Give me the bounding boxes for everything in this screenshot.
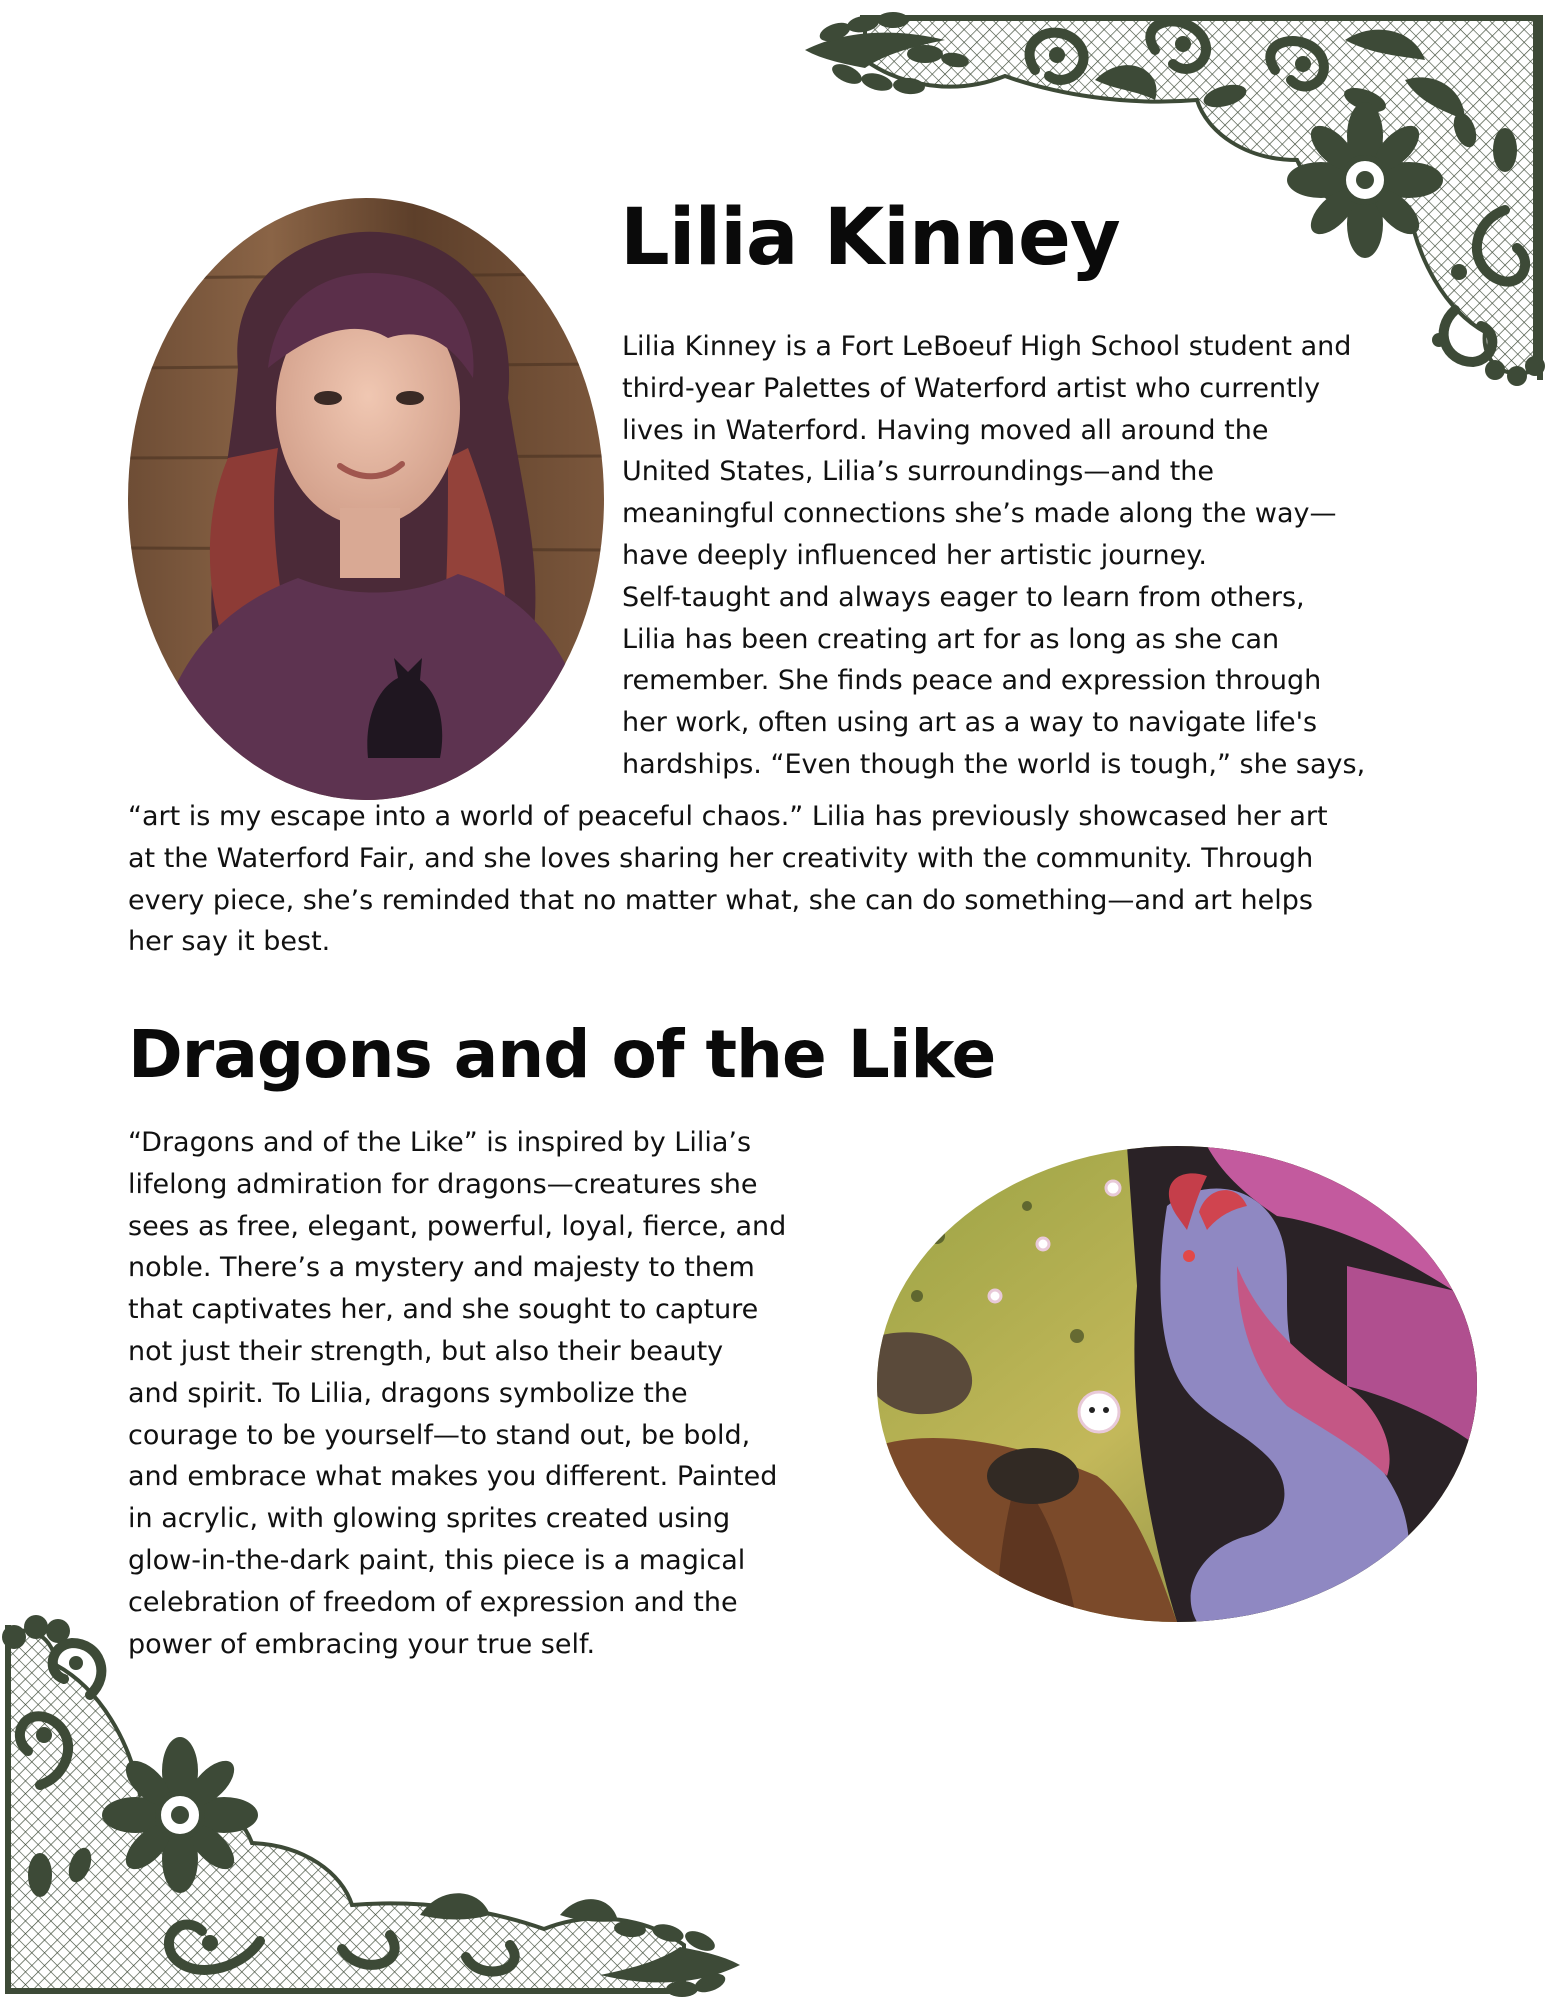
bio-line: her say it best. bbox=[128, 926, 331, 958]
artwork-description-line: in acrylic, with glowing sprites created using bbox=[128, 1503, 731, 1535]
artwork-description-line: glow-in-the-dark paint, this piece is a magical bbox=[128, 1544, 746, 1576]
artist-name-heading: Lilia Kinney bbox=[620, 193, 1120, 283]
bio-line: at the Waterford Fair, and she loves sharing her creativity with the community. Through bbox=[128, 842, 1314, 874]
artwork-description bbox=[128, 1122, 848, 1665]
bio-line: remember. She finds peace and expression through bbox=[622, 665, 1322, 697]
artist-bio-paragraph-bottom bbox=[128, 796, 1418, 963]
artwork-description-line: and embrace what makes you different. Painted bbox=[128, 1461, 778, 1493]
artwork-description-line: lifelong admiration for dragons—creatures she bbox=[128, 1168, 758, 1200]
bio-line: lives in Waterford. Having moved all around the bbox=[622, 414, 1269, 446]
bio-line: Self-taught and always eager to learn from others, bbox=[622, 581, 1305, 613]
bio-line: Lilia Kinney is a Fort LeBoeuf High School student and bbox=[622, 331, 1352, 362]
artwork-description-line: celebration of freedom of expression and the bbox=[128, 1586, 738, 1618]
bio-line: her work, often using art as a way to navigate life's bbox=[622, 707, 1318, 739]
bio-line: third-year Palettes of Waterford artist who currently bbox=[622, 372, 1321, 404]
artwork-description-line: and spirit. To Lilia, dragons symbolize the bbox=[128, 1377, 688, 1409]
artwork-title-heading: Dragons and of the Like bbox=[128, 1016, 996, 1093]
artwork-description-line: that captivates her, and she sought to capture bbox=[128, 1294, 759, 1326]
artwork-description-line: courage to be yourself—to stand out, be bold, bbox=[128, 1419, 751, 1451]
artwork-description-line: power of embracing your true self. bbox=[128, 1628, 596, 1660]
artwork-description-line: “Dragons and of the Like” is inspired by Lilia’s bbox=[128, 1127, 752, 1158]
bio-line: hardships. “Even though the world is tough,” she says, bbox=[622, 748, 1366, 780]
artist-bio-paragraph-top bbox=[622, 326, 1402, 786]
artwork-description-line: not just their strength, but also their beauty bbox=[128, 1335, 724, 1367]
bio-line: meaningful connections she’s made along the way— bbox=[622, 498, 1337, 530]
bio-line: United States, Lilia’s surroundings—and the bbox=[622, 456, 1215, 488]
bio-line: have deeply influenced her artistic journey. bbox=[622, 539, 1207, 571]
bio-line: every piece, she’s reminded that no matter what, she can do something—and art helps bbox=[128, 884, 1313, 916]
dragon-painting-image bbox=[877, 1146, 1477, 1622]
artist-portrait-photo bbox=[128, 198, 604, 800]
artwork-description-line: noble. There’s a mystery and majesty to them bbox=[128, 1252, 755, 1284]
artwork-description-line: sees as free, elegant, powerful, loyal, fierce, and bbox=[128, 1210, 787, 1242]
bio-line: “art is my escape into a world of peaceful chaos.” Lilia has previously showcased her art bbox=[128, 801, 1328, 832]
bio-line: Lilia has been creating art for as long as she can bbox=[622, 623, 1280, 655]
lace-corner-ornament-bottom bbox=[0, 1615, 740, 2000]
